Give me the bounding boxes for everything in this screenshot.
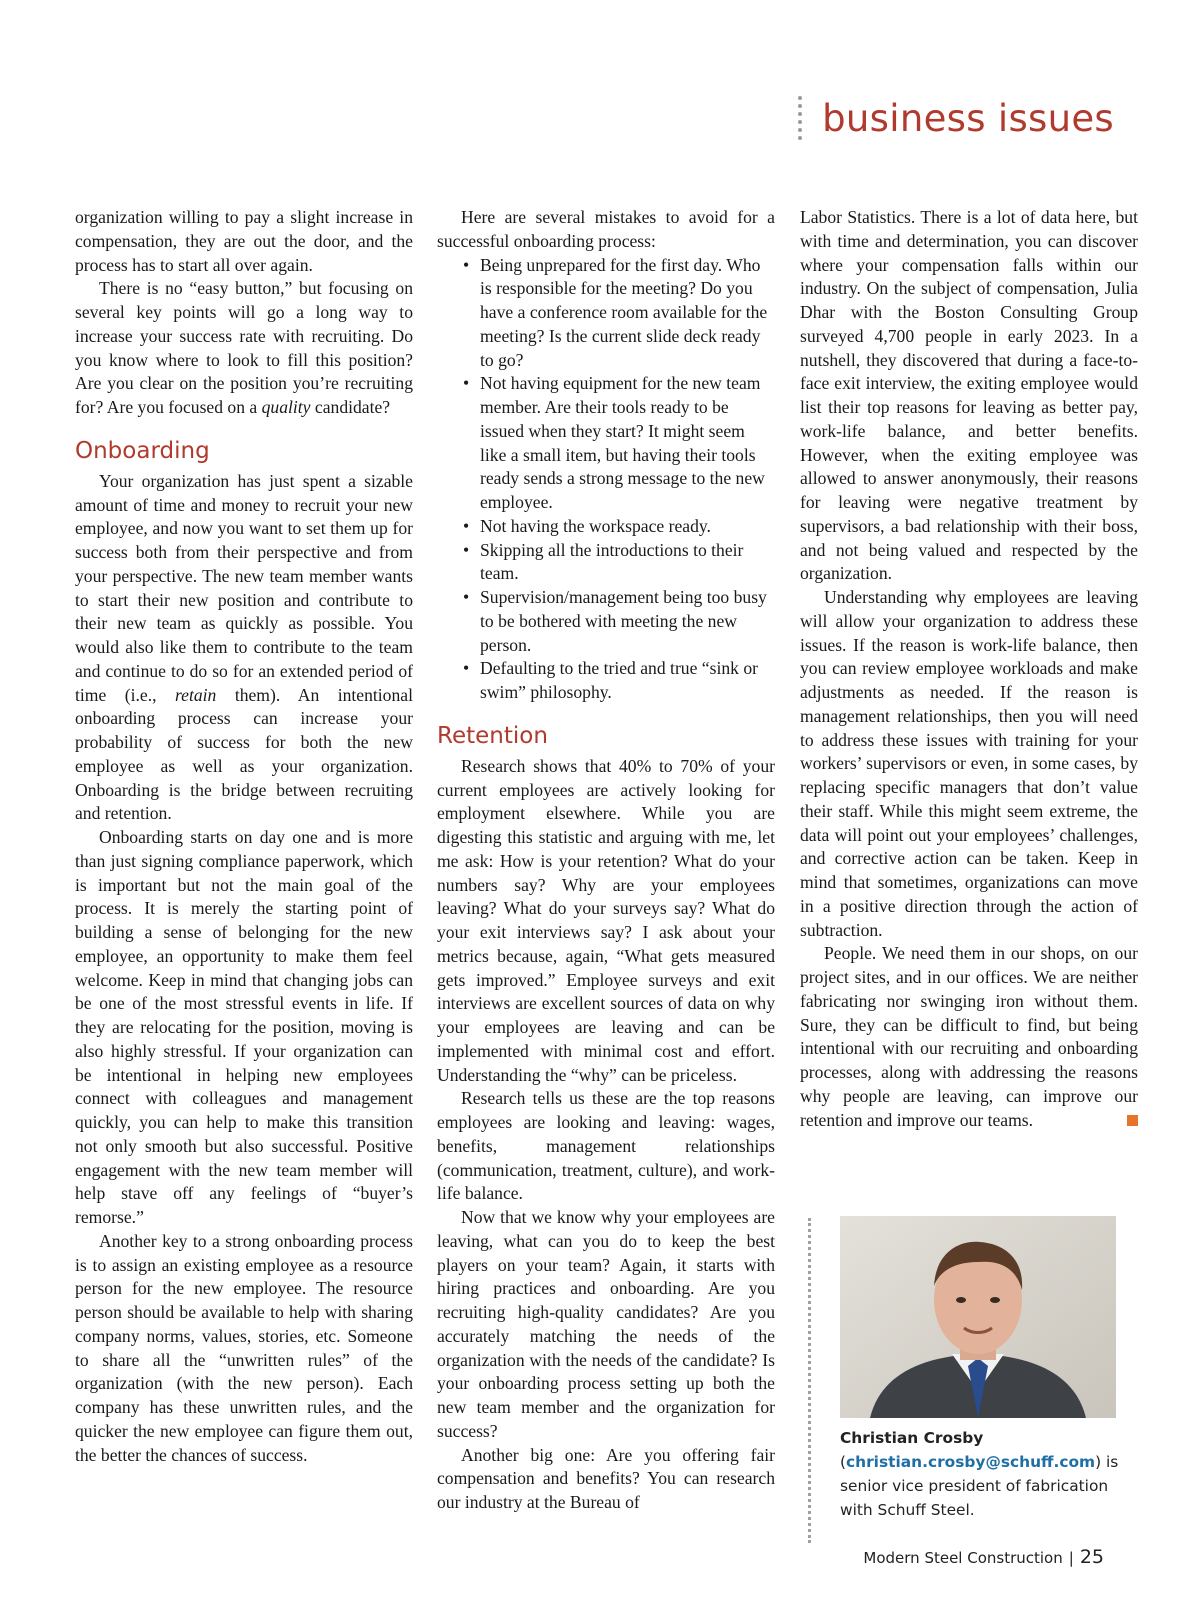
paragraph: Research tells us these are the top reasons employees are looking and leaving: wages, benefits, management relationships (communication, treatment, culture), and work-life balance. [437, 1088, 775, 1204]
emphasis: quality [261, 397, 311, 417]
text-run: ( [840, 1453, 847, 1471]
paragraph: Understanding why employees are leaving will allow your organization to address these issues. If the reason is work-life balance, then you can review employee workloads and make adjustments as needed. If the reason is management relationships, then you will need to address these issues with training for your workers’ supervisors or even, in some cases, by replacing specific managers that don’t value their staff. While this might seem extreme, the data will point out your employees’ challenges, and corrective action can be taken. Keep in mind that sometimes, organizations can move in a positive direction through the action of subtraction. [800, 587, 1138, 940]
heading-retention: Retention [437, 722, 548, 749]
list-item: • Skipping all the introductions to their team. [437, 539, 775, 587]
paragraph: organization willing to pay a slight increase in compensation, they are out the door, and the process has to start all over again. [75, 207, 413, 275]
list-item: • Defaulting to the tried and true “sink or swim” philosophy. [437, 657, 775, 705]
dotted-divider [798, 96, 802, 140]
heading-onboarding: Onboarding [75, 437, 210, 464]
emphasis: retain [174, 684, 217, 705]
column-3 [800, 206, 1138, 1132]
list-item: • Not having equipment for the new team member. Are their tools ready to be issued when they start? It might seem like a small item, but having their tools ready sends a strong message to the new employee. [437, 372, 775, 515]
text-run: them). An intentional onboarding process can increase your probability of success for both the new employee as well as your organization. Onboarding is the bridge between recruiting and retention. [75, 684, 413, 824]
paragraph: Another big one: Are you offering fair compensation and benefits? You can research our industry at the Bureau of [437, 1444, 775, 1512]
list-item: • Being unprepared for the first day. Who is responsible for the meeting? Do you have a conference room available for the meeting? Is the current slide deck ready to go? [437, 254, 775, 373]
text-run: People. We need them in our shops, on our project sites, and in our offices. We are neither fabricating nor swinging iron without them. Sure, they can be difficult to find, but being intentional with our recruiting and onboarding processes, along with addressing the reasons why people are leaving, can improve our retention and improve our teams. [800, 943, 1138, 1130]
footer-separator: | [1068, 1549, 1074, 1567]
paragraph: Onboarding starts on day one and is more than just signing compliance paperwork, which is important but not the main goal of the process. It is merely the starting point of building a sense of belonging for the new employee, an opportunity to make them feel welcome. Keep in mind that changing jobs can be one of the most stressful events in life. If they are relocating for the position, moving is also highly stressful. If your organization can be intentional in helping new employees connect with colleagues and management quickly, you can help to make this transition not only smooth but also successful. Positive engagement with the new team member will help stave off any feelings of “buyer’s remorse.” [75, 827, 413, 1227]
author-bio [840, 1426, 1140, 1522]
list-item: • Not having the workspace ready. [437, 515, 775, 539]
author-email-link[interactable]: christian.crosby@schuff.com [846, 1453, 1096, 1471]
paragraph: Labor Statistics. There is a lot of data here, but with time and determination, you can discover where your compensation falls within our industry. On the subject of compensation, Julia Dhar with the Boston Consulting Group surveyed 4,700 people in early 2023. In a nutshell, they discovered that during a face-to-face exit interview, the exiting employee would list their top reasons for leaving as better pay, work-life balance, and better benefits. However, when the exiting employee was allowed to answer anonymously, their reasons for leaving were negative treatment by supervisors, a bad relationship with their boss, and not being valued and respected by the organization. [800, 207, 1138, 584]
publication-name: Modern Steel Construction [863, 1549, 1063, 1567]
text-run: candidate? [310, 397, 391, 417]
author-portrait-image [840, 1216, 1116, 1418]
page-number: 25 [1079, 1546, 1104, 1568]
paragraph: Research shows that 40% to 70% of your current employees are actively looking for employment elsewhere. While you are digesting this statistic and arguing with me, let me ask: How is your retention? What do your numbers say? Why are your employees leaving? What do your surveys say? What do your exit interviews say? I ask about your metrics because, again, “What gets measured gets improved.” Employee surveys and exit interviews are excellent sources of data on why your employees are leaving and can be implemented with minimal cost and effort. Understanding the “why” can be priceless. [437, 755, 775, 1085]
paragraph [75, 470, 413, 826]
section-title: business issues [822, 96, 1114, 140]
paragraph [75, 277, 413, 420]
page-footer [863, 1546, 1104, 1568]
paragraph [800, 942, 1138, 1132]
end-of-article-mark [1127, 1115, 1138, 1126]
column-2 [437, 206, 775, 1515]
paragraph: Here are several mistakes to avoid for a successful onboarding process: [437, 207, 775, 251]
text-run: ) is senior vice president of fabrication with Schuff Steel. [840, 1453, 1119, 1519]
author-description [840, 1450, 1140, 1522]
section-header [798, 92, 1114, 144]
column-1 [75, 206, 413, 1467]
author-photo [840, 1216, 1116, 1418]
mistakes-list [437, 254, 775, 705]
paragraph: Now that we know why your employees are leaving, what can you do to keep the best players on your team? Again, it starts with hiring practices and onboarding. Are you recruiting high-quality candidates? Are you accurately matching the needs of the organization with the needs of the candidate? Is your onboarding process setting up both the new team member and the organization for success? [437, 1207, 775, 1441]
paragraph: Another key to a strong onboarding process is to assign an existing employee as a resource person for the new employee. The resource person should be available to help with sharing company norms, values, stories, etc. Someone to share all the “unwritten rules” of the organization (with the new person). Each company has these unwritten rules, and the quicker the new employee can figure them out, the better the chances of success. [75, 1230, 413, 1465]
author-name: Christian Crosby [840, 1429, 984, 1447]
text-run: Your organization has just spent a sizable amount of time and money to recruit your new employee, and now you want to set them up for success both from their perspective and from your perspective. The new team member wants to start their new position and contribute to their new team as quickly as possible. You would also like them to contribute to the team and continue to do so for an extended period of time (i.e., [75, 470, 413, 705]
text-run: There is no “easy button,” but focusing on several key points will go a long way to increase your success rate with recruiting. Do you know where to look to fill this position? Are you clear on the position you’re recruiting for? Are you focused on a [75, 278, 413, 417]
list-item: • Supervision/management being too busy to be bothered with meeting the new person. [437, 586, 775, 657]
bio-dotted-rule [808, 1218, 811, 1543]
